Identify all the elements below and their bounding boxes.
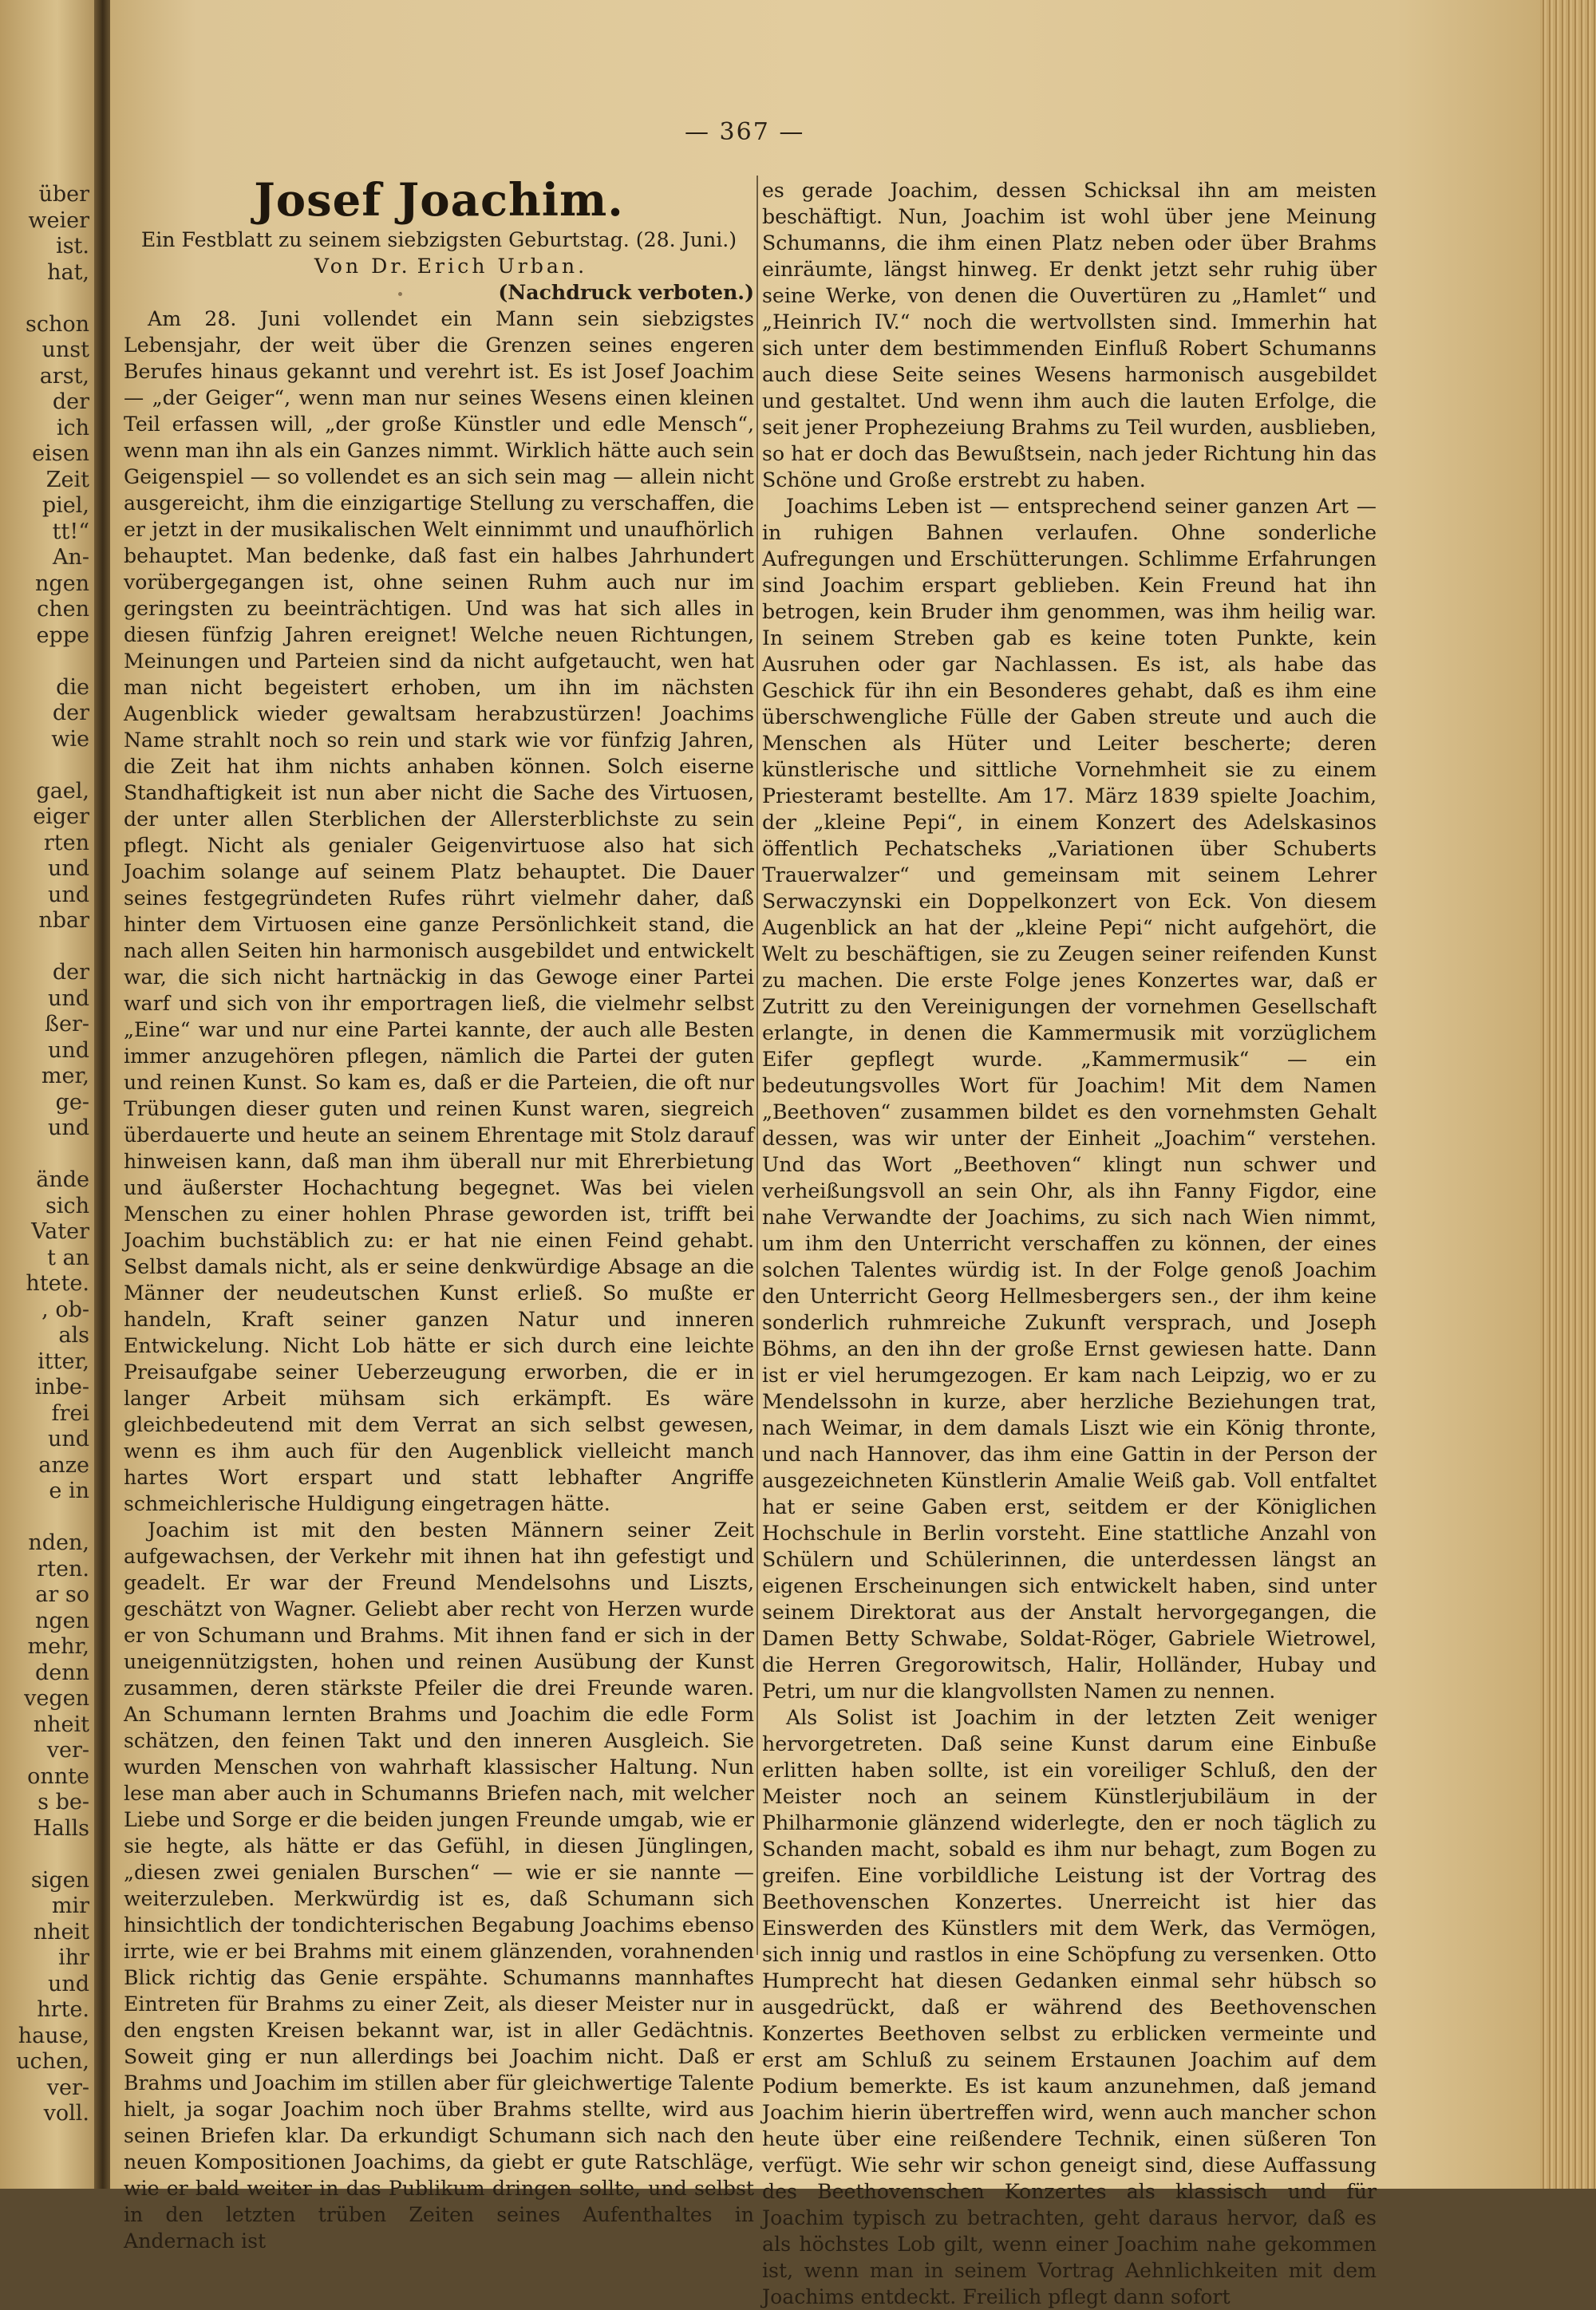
left-page-fragment: voll. <box>43 2101 89 2126</box>
left-page-fragment: der <box>52 701 89 725</box>
left-page-fragment: ver- <box>46 1738 89 1763</box>
column-right <box>762 177 1377 2310</box>
left-page-fragment <box>3 934 89 961</box>
left-page-fragment: mer, <box>41 1064 89 1088</box>
reprint-notice <box>124 279 754 306</box>
left-page-fragment: htete. <box>26 1271 89 1296</box>
left-page-fragment: denn <box>34 1660 89 1685</box>
left-page-fragment: onnte <box>27 1763 89 1789</box>
left-page-fragment <box>3 1142 89 1168</box>
left-page-fragment: eppe <box>36 622 89 648</box>
left-page-fragment: , ob- <box>41 1297 89 1322</box>
left-page-fragment: und <box>47 856 89 881</box>
left-page-fragment: itter, <box>38 1348 89 1374</box>
left-page-fragment: frei <box>51 1400 89 1426</box>
left-page-fragment: ngen <box>34 1608 89 1633</box>
article-title: Josef Joachim. <box>254 174 624 227</box>
left-page-fragment: und <box>47 1037 89 1063</box>
column-left <box>124 176 754 2254</box>
left-page-fragment: hat, <box>47 259 89 285</box>
left-page-fragment: mehr, <box>27 1634 89 1659</box>
left-page-fragment: hrte. <box>37 1997 89 2022</box>
left-page-fragment: weier <box>28 207 89 233</box>
left-page-fragment <box>3 1505 89 1531</box>
left-page-fragment: arst, <box>39 363 89 389</box>
left-page-fragment: anze <box>38 1452 89 1478</box>
left-page-fragment: piel, <box>41 493 89 518</box>
paragraph: Als Solist ist Joachim in der letzten Zeit weniger hervorgetreten. Daß seine Kunst darum eine Einbuße erlitten haben sollte, ist ein voreiliger Schluß, den der Meister noch an seinem Künstlerjubiläum in der Philharmonie glänzend widerlegte, den er noch täglich zu Schanden macht, sobald es ihm nur behagt, zum Bogen zu greifen. Eine vorbildliche Leistung ist der Vortrag des Beethovenschen Konzertes. Unerreicht ist hier das Einswerden des Künstlers mit dem Werk, das Vermögen, sich innig und rastlos in eine Schöpfung zu versenken. Otto Humprecht hat diesen Gedanken einmal sehr hübsch so ausgedrückt, daß er während des Beethovenschen Konzertes Beethoven selbst zu erblicken vermeinte und erst am Schluß zu seinem Erstaunen Joachim auf dem Podium bemerkte. Es ist kaum anzunehmen, daß jemand Joachim hierin übertreffen wird, wenn auch mancher schon heute über eine reißendere Technik, einen süßeren Ton verfügt. Wie sehr wir schon geneigt sind, diese Auffassung des Beethovenschen Konzertes als klassisch und für Joachim typisch zu betrachten, geht daraus hervor, daß es als höchstes Lob gilt, wenn einer Joachim nahe gekommen ist, wenn man in seinem Vortrag Aehnlichkeiten mit dem Joachims entdeckt. Freilich pflegt dann sofort <box>762 1706 1377 2308</box>
left-page-fragment: ge- <box>55 1089 89 1115</box>
left-page-fragment: ich <box>56 415 89 440</box>
left-page-fragment: die <box>56 674 89 700</box>
page-number: — 367 — <box>685 118 805 146</box>
paragraph: Joachim ist mit den besten Männern seiner Zeit aufgewachsen, der Verkehr mit ihnen hat ihn gefestigt und geadelt. Er war der Freund Mendelsohns und Liszts, geschätzt von Wagner. Geliebt aber recht von Herzen wurde er von Schumann und Brahms. Mit ihnen fand er sich in der uneigennützigsten, hohen und reinen Ausübung der Kunst zusammen, deren stärkste Pfeiler die drei Freunde waren. An Schumann lernten Brahms und Joachim die edle Form schätzen, den feinen Takt und den inneren Ausgleich. Sie wurden Menschen von wahrhaft klassischer Haltung. Nun lese man aber auch in Schumanns Briefen nach, mit welcher Liebe und Sorge er die beiden jungen Freunde umgab, wie er sie hegte, als hätte er das Gefühl, in diesen Jünglingen, „diesen zwei genialen Burschen“ — wie er sie nannte — weiterzuleben. Merkwürdig ist es, daß Schumann sich hinsichtlich der tondichterischen Begabung Joachims ebenso irrte, wie er bei Brahms mit einem glänzenden, vorahnenden Blick richtig das Genie erspähte. Schumanns mannhaftes Eintreten für Brahms zu einer Zeit, als dieser Meister nur in den engsten Kreisen bekannt war, ist in aller Gedächtnis. Soweit ging er nun allerdings bei Joachim nicht. Daß er Brahms und Joachim im stillen aber für gleichwertige Talente hielt, ja sogar Joachim noch über Brahms stellte, wird aus seinen Briefen klar. Da erkundigt Schumann sich nach den neuen Kompositionen Joachims, da giebt er gute Ratschläge, wie er bald weiter in das Publikum dringen sollte, und selbst in den letzten trüben Zeiten seines Aufenthaltes in Andernach ist <box>124 1518 754 2253</box>
left-page-fragment: und <box>47 1971 89 1996</box>
left-page-fragment: inbe- <box>34 1375 89 1400</box>
left-page-fragment: eiger <box>33 804 89 829</box>
left-page-fragment: ihr <box>58 1945 89 1970</box>
left-page-fragment: mir <box>51 1893 89 1918</box>
left-page-fragment: An- <box>52 545 89 570</box>
page-stack-edges <box>1540 0 1596 2189</box>
left-page-fragment: der <box>52 389 89 414</box>
article-subtitle: Ein Festblatt zu seinem siebzigsten Geburtstag. (28. Juni.) <box>140 228 737 251</box>
left-page-fragment: unst <box>41 338 89 362</box>
paragraph: Joachims Leben ist — entsprechend seiner ganzen Art — in ruhigen Bahnen verlaufen. Ohne sonderliche Aufregungen und Erschütterungen. Schlimme Erfahrungen sind Joachim erspart geblieben. Kein Freund hat ihn betrogen, kein Bruder ihm genommen, was ihm heilig war. In seinem Streben gab es keine toten Punkte, kein Ausruhen oder gar Nachlassen. Es ist, als habe das Geschick für ihn ein Besonderes gehabt, daß es ihm eine überschwengliche Fülle der Gaben streute und auch die Menschen als Hüter und Leiter bescherte; deren künstlerische und sittliche Vornehmheit sie zu einem Priesteramt bestellte. Am 17. März 1839 spielte Joachim, der „kleine Pepi“, in einem Konzert des Adelskasinos öffentlich Pechatscheks „Variationen über Schuberts Trauerwalzer“ und gemeinsam mit seinem Lehrer Serwaczynski ein Doppelkonzert von Eck. Von diesem Augenblick an hat der „kleine Pepi“ nicht aufgehört, die Welt zu beschäftigen, sie zu Zeugen seiner reifenden Kunst zu machen. Die erste Folge jenes Konzertes war, daß er Zutritt zu den Vereinigungen der vornehmen Gesellschaft erlangte, in denen die Kammermusik mit vorzüglichem Eifer gepflegt wurde. „Kammermusik“ — ein bedeutungsvolles Wort für Joachim! Mit dem Namen „Beethoven“ zusammen bildet es den vornehmsten Gehalt dessen, was wir unter der Einheit „Joachim“ verstehen. Und das Wort „Beethoven“ klingt nun schwer und verheißungsvoll an sein Ohr, als ihn Fanny Figdor, eine nahe Verwandte der Joachims, zu sich nach Wien nimmt, um ihm den Unterricht verschaffen zu können, der eines solchen Talentes würdig ist. In der Folge genoß Joachim den Unterricht Georg Hellmesbergers sen., der ihm keine sonderlich ruhmreiche Zukunft versprach, und Joseph Böhms, an den ihn der große Ernst gewiesen hatte. Dann ist er viel herumgezogen. Er kam nach Leipzig, wo er zu Mendelssohn in kurze, aber herzliche Beziehungen trat, nach Weimar, in dem damals Liszt wie ein König thronte, und nach Hannover, das ihm eine Gattin in der Person der ausgezeichneten Künstlerin Amalie Weiß gab. Voll entfaltet hat er seine Gaben erst, seitdem er der Königlichen Hochschule in Berlin vorsteht. Eine stattliche Anzahl von Schülern und Schülerinnen, die unterdessen längst an eigenen Erscheinungen sich entwickelt haben, sind unter seinem Direktorat aus der Anstalt hervorgegangen, die Damen Betty Schwabe, Soldat-Röger, Gabriele Wietrowel, die Herren Gregorowitsch, Halir, Holländer, Hubay und Petri, um nur die klangvollsten Namen zu nennen. <box>762 495 1377 1703</box>
left-page-fragment: als <box>58 1323 89 1348</box>
left-page-fragment: ver- <box>46 2075 89 2100</box>
left-page-fragment: ßer- <box>44 1012 89 1037</box>
left-page-fragment: ngen <box>34 571 89 596</box>
left-page-fragment: nden, <box>28 1530 89 1555</box>
left-page-fragment: eisen <box>32 441 89 466</box>
left-page-fragment: vegen <box>24 1686 89 1711</box>
left-page-fragment: sich <box>45 1193 89 1218</box>
left-page-fragment: über <box>38 182 89 207</box>
left-page-fragment: schon <box>25 311 89 337</box>
left-page-fragment: uchen, <box>16 2049 89 2074</box>
left-page-fragment: Vater <box>31 1219 89 1244</box>
left-page-fragment: rten. <box>37 1556 89 1581</box>
left-page-fragment: Zeit <box>45 467 89 492</box>
left-page-fragment: e in <box>49 1479 89 1503</box>
left-page-fragment: ar so <box>35 1582 89 1607</box>
author-prefix: Von Dr. <box>314 255 411 278</box>
column-divider <box>757 176 758 1955</box>
left-page-edge <box>0 0 104 2189</box>
paragraph: Am 28. Juni vollendet ein Mann sein siebzigstes Lebensjahr, der weit über die Grenzen seines engeren Berufes hinaus gekannt und verehrt ist. Es ist Josef Joachim — „der Geiger“, wenn man nur seines Wesens einen kleinen Teil erfassen will, „der große Künstler und edle Mensch“, wenn man ihn als ein Ganzes nimmt. Wirklich hätte auch sein Geigenspiel — so vollendet es an sich sein mag — allein nicht ausgereicht, ihm die einzigartige Stellung zu verschaffen, die er jetzt in der musikalischen Welt einnimmt und unaufhörlich behauptet. Man bedenke, daß fast ein halbes Jahrhundert vorübergegangen ist, ohne seinen Ruhm auch nur im geringsten zu beeinträchtigen. Und was hat sich alles in diesen fünfzig Jahren ereignet! Welche neuen Richtungen, Meinungen und Parteien sind da nicht aufgetaucht, wen hat man nicht begeistert erhoben, um ihn im nächsten Augenblick wieder gewaltsam herabzustürzen! Joachims Name strahlt noch so rein und stark wie vor fünfzig Jahren, die Zeit hat ihm nichts anhaben können. Solch eiserne Standhaftigkeit ist nun aber nicht die Sache des Virtuosen, der unter allen Sterblichen der Allersterblichste zu sein pflegt. Nicht als genialer Geigenvirtuose also hat sich Joachim solange auf seinem Platz behauptet. Die Dauer seines festgegründeten Rufes rührt vielmehr daher, daß hinter dem Virtuosen eine ganze Persönlichkeit stand, die nach allen Seiten hin harmonisch ausgebildet und entwickelt war, die sich nicht hartnäckig in das Gewoge einer Partei warf und sich von ihr emportragen ließ, die vielmehr selbst „Eine“ war und nur eine Partei kannte, der auch alle Besten immer anzugehören pflegen, nämlich die Partei der guten und reinen Kunst. So kam es, daß er die Parteien, die oft nur Trübungen dieser guten und reinen Kunst waren, siegreich überdauerte und heute an seinem Ehrentage mit Stolz darauf hinweisen kann, daß man ihm überall nur mit Ehrerbietung und äußerster Hochachtung begegnet. Was bei vielen Menschen zu einer hohlen Phrase geworden ist, trifft bei Joachim buchstäblich zu: er hat nie einen Feind gehabt. Selbst damals nicht, als er seine denkwürdige Absage an die Männer der neudeutschen Kunst erließ. So mußte er handeln, Kraft seiner ganzen Natur und inneren Entwickelung. Nicht Lob hätte er sich durch eine leichte Preisaufgabe seiner Ueberzeugung erworben, die er in langer Arbeit mühsam sich erkämpft. Es wäre gleichbedeutend mit dem Verrat an sich selbst gewesen, wenn es ihm auch für den Augenblick vielleicht manch hartes Wort erspart und statt lebhafter Angriffe schmeichlerische Huldigung eingetragen hätte. <box>124 307 754 1515</box>
left-page-fragment: gael, <box>36 778 89 804</box>
left-page-fragment: nheit <box>33 1919 89 1945</box>
left-page-fragment: t an <box>47 1245 89 1270</box>
article-author <box>124 253 754 279</box>
left-page-fragment: s be- <box>38 1790 89 1814</box>
reprint-notice-text: (Nachdruck verboten.) <box>498 280 754 304</box>
left-page-fragment: und <box>47 882 89 907</box>
left-page-fragment <box>3 649 89 675</box>
author-name: Erich Urban. <box>417 255 588 278</box>
left-page-fragment: und <box>47 1116 89 1140</box>
left-page-fragment: ände <box>36 1167 89 1192</box>
left-page-fragment: sigen <box>30 1867 89 1893</box>
left-page-fragment: hause, <box>18 2023 89 2048</box>
left-page-fragment: und <box>47 985 89 1011</box>
left-page-fragment: der <box>52 960 89 985</box>
left-page-fragment: nheit <box>33 1712 89 1737</box>
left-page-fragment: tt!“ <box>52 519 89 544</box>
left-page-fragment: nbar <box>38 908 89 933</box>
left-page-fragment: und <box>47 1427 89 1451</box>
ornament-dot-icon <box>398 292 402 296</box>
left-page-text-fragments <box>3 182 89 2127</box>
left-page-fragment: ist. <box>56 234 89 259</box>
paragraph: es gerade Joachim, dessen Schicksal ihn am meisten beschäftigt. Nun, Joachim ist wohl über jene Meinung Schumanns, die ihm einen Platz neben oder über Brahms einräumte, längst hinweg. Er denkt jetzt sehr ruhig über seine Werke, von denen die Ouvertüren zu „Hamlet“ und „Heinrich IV.“ noch die wertvollsten sind. Immerhin hat sich unter dem bestimmenden Einfluß Robert Schumanns auch diese Seite seines Wesens harmonisch ausgebildet und gestaltet. Und wenn ihm auch die lauten Erfolge, die seit jener Prophezeiung Brahms zu Teil wurden, ausblieben, so hat er doch das Bewußtsein, nach jeder Richtung hin das Schöne und Große erstrebt zu haben. <box>762 179 1377 492</box>
left-page-fragment <box>3 286 89 312</box>
left-page-fragment: rten <box>43 830 89 855</box>
left-page-fragment: Halls <box>33 1815 89 1841</box>
left-page-fragment: chen <box>37 597 89 622</box>
left-page-fragment <box>3 752 89 779</box>
left-page-fragment: wie <box>51 726 89 752</box>
left-page-fragment <box>3 1842 89 1868</box>
